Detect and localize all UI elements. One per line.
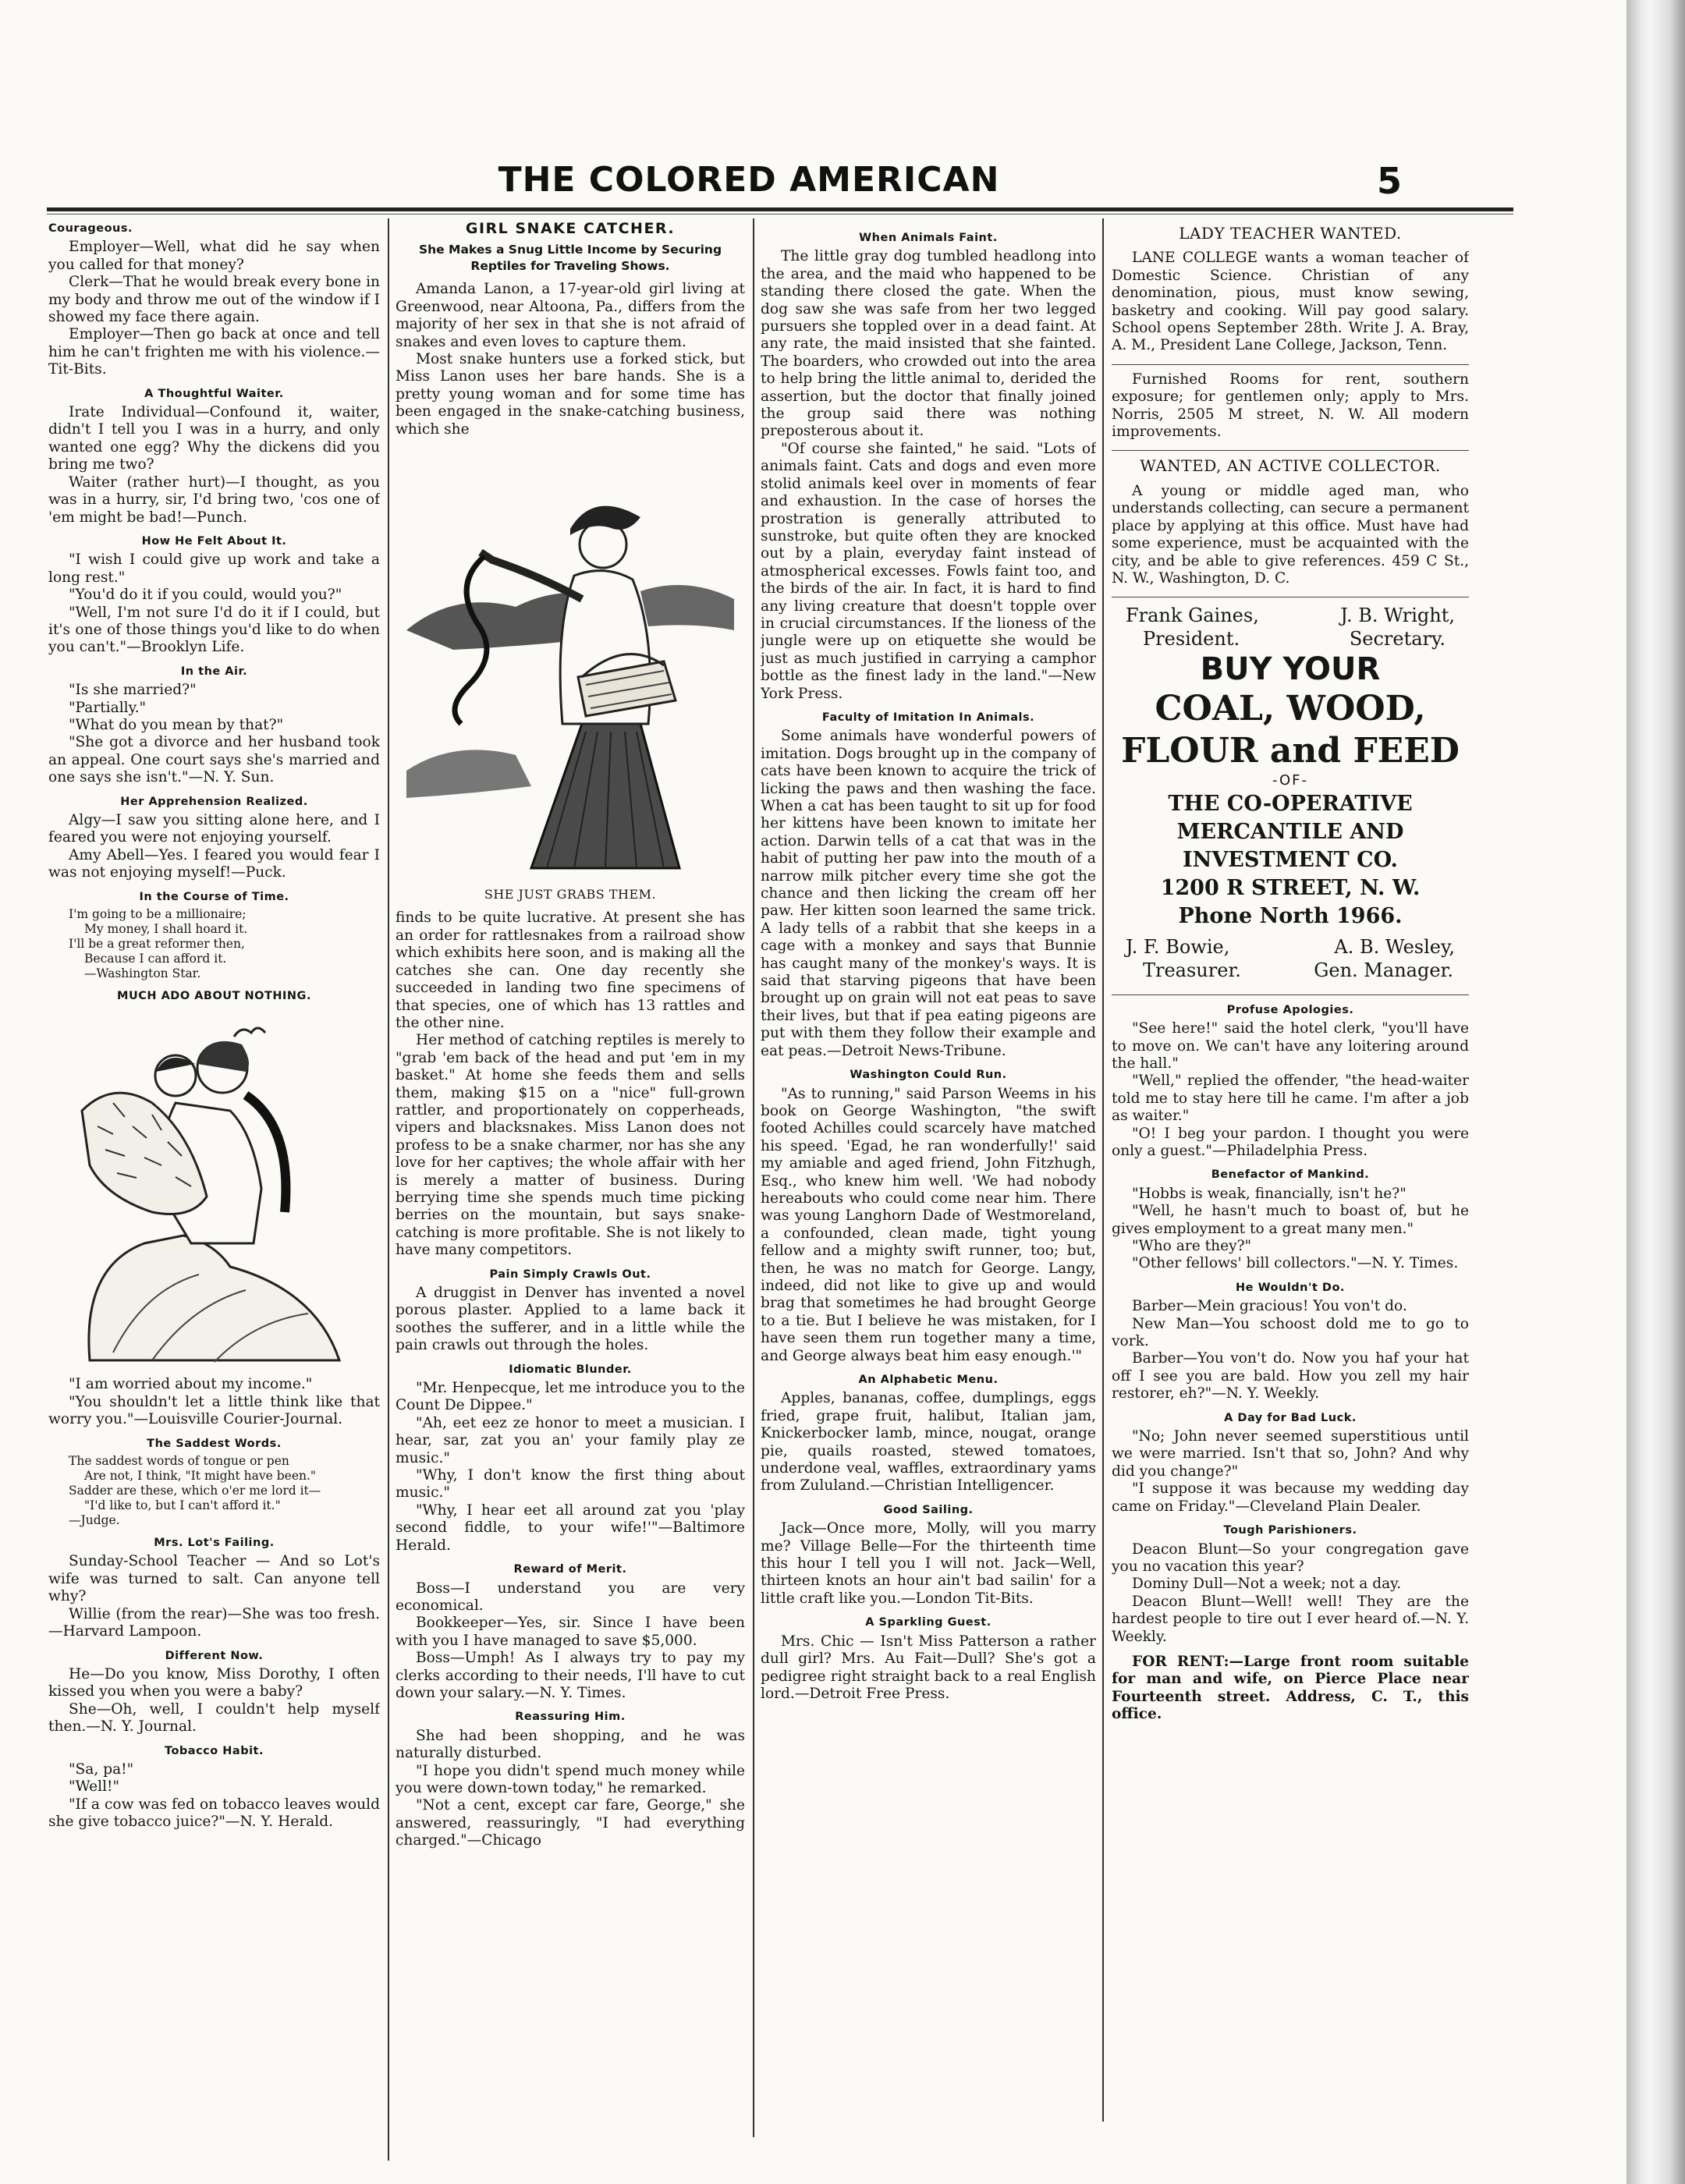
verse-line: Are not, I think, "It might have been." <box>84 1469 317 1484</box>
article-heading: How He Felt About It. <box>141 534 287 548</box>
column-rule-2 <box>753 218 754 2137</box>
paragraph: "Mr. Henpecque, let me introduce you to the Count De Dippee." <box>396 1380 745 1414</box>
column-3 <box>761 220 1096 2108</box>
coal-wood-advertisement <box>1112 604 1469 981</box>
paragraph: "Of course she fainted," he said. "Lots of animals faint. Cats and dogs and even more stolid animals keel over in moments of fear and exhaustion. In the case of horses the prostration is generally attributed to sunstroke, but quite often they are knocked out by a plain, everyday faint instead of atmospherical excesses. Fowls faint too, and the birds of the air. In fact, it is hard to find any living creature that doesn't topple over in crucial circumstances. If the lioness of the jungle were up on etiquette she would be just as much justified in carrying a camphor bottle as the finest lady in the land."—New York Press. <box>761 440 1096 702</box>
paragraph: "O! I beg your pardon. I thought you were only a guest."—Philadelphia Press. <box>1112 1125 1469 1159</box>
divider <box>1112 994 1469 995</box>
company-name: MERCANTILE AND <box>1176 819 1404 844</box>
article-heading: Idiomatic Blunder. <box>509 1363 632 1376</box>
article-heading: Her Apprehension Realized. <box>120 795 308 808</box>
article-heading: In the Air. <box>180 665 248 678</box>
paragraph: "Why, I hear eet all around zat you 'play second fiddle, to your wife!'"—Baltimore Herald. <box>396 1502 745 1554</box>
verse-line: The saddest words of tongue or pen <box>69 1454 289 1469</box>
paragraph: "Well!" <box>69 1778 120 1796</box>
officer-title: Gen. Manager. <box>1314 959 1453 981</box>
paragraph: "Well, I'm not sure I'd do it if I could, but it's one of those things you'd like to do when you can't."—Brooklyn Life. <box>48 604 380 656</box>
paragraph: Irate Individual—Confound it, waiter, didn't I tell you I was in a hurry, and only wanted one egg? Why the dickens did you bring me two? <box>48 404 380 473</box>
company-phone: Phone North 1966. <box>1178 903 1403 928</box>
article-heading: Washington Could Run. <box>850 1069 1007 1082</box>
article-heading: Profuse Apologies. <box>1226 1003 1354 1016</box>
article-heading: Reward of Merit. <box>513 1563 627 1576</box>
company-name: INVESTMENT CO. <box>1183 847 1398 872</box>
officer-name: J. B. Wright, <box>1340 604 1455 627</box>
paragraph: "Not a cent, except car fare, George," she answered, reassuringly, "I had everything charged."—Chicago <box>396 1797 745 1849</box>
paragraph: "If a cow was fed on tobacco leaves would she give tobacco juice?"—N. Y. Herald. <box>48 1796 380 1831</box>
paragraph: "Well," replied the offender, "the head-waiter told me to stay here till he came. I'm after a job as waiter." <box>1112 1072 1469 1125</box>
company-name: THE CO-OPERATIVE <box>1168 791 1413 816</box>
verse-line: Sadder are these, which o'er me lord it— <box>69 1484 321 1498</box>
paragraph: She—Oh, well, I couldn't help myself then.—N. Y. Journal. <box>48 1700 380 1736</box>
verse-line: —Judge. <box>69 1513 120 1528</box>
article-heading: He Wouldn't Do. <box>1236 1281 1345 1294</box>
paragraph: Deacon Blunt—Well! well! They are the hardest people to tire out I ever heard of.—N. Y. Weekly. <box>1112 1593 1469 1645</box>
article-heading: In the Course of Time. <box>139 890 289 903</box>
column-2 <box>396 220 745 2147</box>
paragraph: Barber—Mein gracious! You von't do. <box>1132 1298 1407 1315</box>
article-heading: Reassuring Him. <box>515 1711 626 1724</box>
paragraph: LANE COLLEGE wants a woman teacher of Domestic Science. Christian of any denomination, pious, must know sewing, basketry and cooking. Will pay good salary. School opens September 28th. Write J. A. Bray, A. M., President Lane College, Jackson, Tenn. <box>1112 250 1469 354</box>
paragraph: Willie (from the rear)—She was too fresh.—Harvard Lampoon. <box>48 1605 380 1640</box>
article-heading: The Saddest Words. <box>147 1437 282 1450</box>
page-number: 5 <box>1377 160 1403 202</box>
paragraph: "Well, he hasn't much to boast of, but he gives employment to a great many men." <box>1112 1203 1469 1237</box>
verse-line: I'll be a great reformer then, <box>69 937 245 952</box>
paragraph: "I suppose it was because my wedding day came on Friday."—Cleveland Plain Dealer. <box>1112 1480 1469 1515</box>
paragraph: Employer—Well, what did he say when you called for that money? <box>48 239 380 273</box>
paragraph: "Is she married?" <box>69 682 197 699</box>
ad-heading: WANTED, AN ACTIVE COLLECTOR. <box>1140 456 1441 476</box>
article-heading: Mrs. Lot's Failing. <box>154 1537 275 1550</box>
divider <box>1112 450 1469 451</box>
paragraph: "I wish I could give up work and take a long rest." <box>48 551 380 586</box>
article-heading: A Sparkling Guest. <box>865 1616 991 1629</box>
article-heading: When Animals Faint. <box>859 232 998 244</box>
article-subheading: She Makes a Snug Little Income by Securing Reptiles for Traveling Shows. <box>418 243 722 274</box>
article-heading: Different Now. <box>165 1649 264 1662</box>
paragraph: He—Do you know, Miss Dorothy, I often kissed you when you were a baby? <box>48 1665 380 1700</box>
paragraph: "You shouldn't let a little think like that worry you."—Louisville Courier-Journal. <box>48 1393 380 1428</box>
paragraph: "Sa, pa!" <box>69 1760 134 1778</box>
paragraph: "You'd do it if you could, would you?" <box>69 587 342 604</box>
verse-line: —Washington Star. <box>84 966 201 981</box>
column-1 <box>48 220 380 2170</box>
illustration-caption: SHE JUST GRABS THEM. <box>484 887 657 902</box>
ad-of: -OF- <box>1272 772 1308 789</box>
paragraph: She had been shopping, and he was naturally disturbed. <box>396 1727 745 1762</box>
article-heading: GIRL SNAKE CATCHER. <box>465 220 676 237</box>
article-heading: A Thoughtful Waiter. <box>144 387 284 400</box>
masthead-rule <box>47 207 1513 211</box>
article-heading: Tobacco Habit. <box>164 1744 264 1757</box>
paragraph: Amanda Lanon, a 17-year-old girl living at Greenwood, near Altoona, Pa., differs from the majority of her sex in that she is not afraid of snakes and even loves to capture them. <box>396 281 745 350</box>
article-heading: Pain Simply Crawls Out. <box>489 1268 651 1281</box>
company-address: 1200 R STREET, N. W. <box>1160 875 1421 900</box>
verse-line: I'm going to be a millionaire; <box>69 907 247 922</box>
article-heading: Good Sailing. <box>883 1503 974 1516</box>
column-rule-3 <box>1102 218 1104 2122</box>
paragraph: "I am worried about my income." <box>69 1376 313 1393</box>
column-rule-1 <box>388 218 389 2161</box>
article-heading: Benefactor of Mankind. <box>1211 1168 1370 1182</box>
paragraph: "Partially." <box>69 699 147 716</box>
officer-title: Treasurer. <box>1143 959 1241 981</box>
officer-title: President. <box>1143 628 1240 651</box>
paragraph: Employer—Then go back at once and tell him he can't frighten me with his violence.—Tit-Bits. <box>48 326 380 378</box>
paragraph: Boss—Umph! As I always try to pay my clerks according to their needs, I'll have to cut down your salary.—N. Y. Times. <box>396 1650 745 1701</box>
paragraph: "Ah, eet eez ze honor to meet a musician. I hear, sar, zat you an' your family play ze music." <box>396 1414 745 1466</box>
paragraph: "Other fellows' bill collectors."—N. Y. Times. <box>1132 1255 1459 1272</box>
ad-headline: BUY YOUR <box>1200 651 1381 688</box>
page-edge <box>1626 0 1685 2184</box>
officer-name: J. F. Bowie, <box>1126 935 1230 958</box>
paragraph: A young or middle aged man, who understands collecting, can secure a permanent place by applying at this office. Must have had some experience, must be acquainted with the city, and be able to give references. 459 C St., N. W., Washington, D. C. <box>1112 482 1469 587</box>
divider <box>1112 364 1469 365</box>
paragraph: "No; John never seemed superstitious until we were married. Isn't that so, John? And why did you change?" <box>1112 1428 1469 1480</box>
paragraph: Amy Abell—Yes. I feared you would fear I was not enjoying myself!—Puck. <box>48 846 380 881</box>
paragraph: "Why, I don't know the first thing about music." <box>396 1467 745 1502</box>
classified-ad: Furnished Rooms for rent, southern exposure; for gentlemen only; apply to Mrs. Norris, 2505 M street, N. W. All modern improvements. <box>1112 370 1469 441</box>
ad-headline: COAL, WOOD, <box>1155 689 1426 729</box>
paragraph: Apples, bananas, coffee, dumplings, eggs fried, grape fruit, halibut, Italian jam, Knickerbocker lamb, mince, nougat, orange pie, quails roasted, stewed tomatoes, underdone veal, waffles, extraordinary yams from Zululand.—Christian Intelligencer. <box>761 1390 1096 1494</box>
paragraph: The little gray dog tumbled headlong into the area, and the maid who happened to be standing there closed the gate. When the dog saw she was safe from her two legged pursuers she toppled over in a dead faint. At any rate, the maid insisted that she fainted. The boarders, who crowded out into the area to help bring the little animal to, derided the assertion, but the doctor that finally joined the group said there was nothing preposterous about it. <box>761 248 1096 440</box>
paragraph: Dominy Dull—Not a week; not a day. <box>1132 1576 1402 1593</box>
paragraph: "Hobbs is weak, financially, isn't he?" <box>1132 1185 1407 1202</box>
paragraph: A druggist in Denver has invented a novel porous plaster. Applied to a lame back it soothes the sufferer, and in a little while the pain crawls out through the holes. <box>396 1285 745 1354</box>
paragraph: Most snake hunters use a forked stick, but Miss Lanon uses her bare hands. She is a pretty young woman and for some time has been engaged in the snake-catching business, which she <box>396 351 745 438</box>
article-heading: Courageous. <box>48 222 133 235</box>
paragraph: Clerk—That he would break every bone in my body and throw me out of the window if I showed my face there again. <box>48 274 380 326</box>
article-heading: Tough Parishioners. <box>1223 1524 1357 1537</box>
paragraph: Boss—I understand you are very economical. <box>396 1580 745 1614</box>
officer-title: Secretary. <box>1349 628 1446 651</box>
couple-illustration <box>59 1009 371 1376</box>
paragraph: Barber—You von't do. Now you haf your hat off I see you are bald. How you zell my hair restorer, eh?"—N. Y. Weekly. <box>1112 1350 1469 1402</box>
ad-headline: FLOUR and FEED <box>1121 731 1460 771</box>
paragraph: finds to be quite lucrative. At present she has an order for rattlesnakes from a railroad show which exhibits here soon, and is making all the catches she can. One day recently she succeeded in landing two fine specimens of that species, one of which has 13 rattles and the other nine. <box>396 909 745 1031</box>
paragraph: "See here!" said the hotel clerk, "you'll have to move on. We can't have any loitering around the hall." <box>1112 1020 1469 1072</box>
officer-name: Frank Gaines, <box>1126 604 1259 627</box>
paragraph: "What do you mean by that?" <box>69 716 284 733</box>
column-4 <box>1112 220 1469 2108</box>
snake-catcher-illustration <box>406 443 734 880</box>
paragraph: Some animals have wonderful powers of imitation. Dogs brought up in the company of cats have been known to acquire the trick of licking the paws and then washing the face. When a cat has been taught to sit up for food her kittens have been known to imitate her action. Darwin tells of a cat that was in the habit of putting her paw into the mouth of a narrow milk pitcher every time she got the chance and then licking the cream off her paw. Her kitten soon learned the same trick. A lady tells of a rabbit that she keeps in a cage with a monkey and says that Bunnie has caught many of the monkey's ways. It is said that starving pigeons that have been brought up on grain will not eat peas to save their lives, but that if pea eating pigeons are put with them they follow their example and eat peas.—Detroit News-Tribune. <box>761 728 1096 1059</box>
paragraph: "As to running," said Parson Weems in his book on George Washington, "the swift footed Achilles could scarcely have matched his speed. 'Egad, he ran wonderfully!' said my amiable and aged friend, John Fitzhugh, Esq., who knew him well. 'We had nobody hereabouts who could come near him. There was young Langhorn Dade of Westmoreland, a confounded, clean made, tight young fellow and a mighty swift runner, too; but, then, he was no match for George. Langy, indeed, did not like to give up and would brag that sometimes he had brought George to a tie. But I believe he was mistaken, for I have seen them run together many a time, and George always beat him easy enough.'" <box>761 1085 1096 1364</box>
paragraph: "She got a divorce and her husband took an appeal. One court says she's married and one says she isn't."—N. Y. Sun. <box>48 734 380 786</box>
paragraph: Bookkeeper—Yes, sir. Since I have been with you I have managed to save $5,000. <box>396 1615 745 1649</box>
paragraph: "Who are they?" <box>1132 1238 1252 1254</box>
paragraph: Her method of catching reptiles is merely to "grab 'em back of the head and put 'em in my basket." At home she feeds them and sells them, making $15 on a "nice" full-grown rattler, and proportionately on copperheads, vipers and blacksnakes. Miss Lanon does not profess to be a snake charmer, nor has she any love for her captives; the whole affair with her is merely a matter of business. During berrying time she spends much time picking berries on the mountain, but says snake-catching is more profitable. She is not likely to have many competitors. <box>396 1032 745 1259</box>
article-heading: MUCH ADO ABOUT NOTHING. <box>117 990 311 1003</box>
paragraph: Waiter (rather hurt)—I thought, as you was in a hurry, sir, I'd bring two, 'cos one of 'em might be bad!—Punch. <box>48 473 380 526</box>
verse-line: My money, I shall hoard it. <box>84 922 248 937</box>
verse-line: Because I can afford it. <box>84 952 227 966</box>
paragraph: Jack—Once more, Molly, will you marry me? Village Belle—For the thirteenth time this hour I tell you I will not. Jack—Well, thirteen knots an hour ain't bad sailin' for a little craft like you.—London Tit-Bits. <box>761 1520 1096 1607</box>
verse-line: "I'd like to, but I can't afford it." <box>84 1498 281 1513</box>
paragraph: Algy—I saw you sitting alone here, and I feared you were not enjoying yourself. <box>48 812 380 846</box>
paragraph: Mrs. Chic — Isn't Miss Patterson a rather dull girl? Mrs. Au Fait—Dull? She's got a pedigree right straight back to a real English lord.—Detroit Free Press. <box>761 1633 1096 1702</box>
article-heading: A Day for Bad Luck. <box>1224 1411 1357 1424</box>
ad-heading: LADY TEACHER WANTED. <box>1179 224 1402 243</box>
classified-ad: FOR RENT:—Large front room suitable for man and wife, on Pierce Place near Fourteenth street. Address, C. T., this office. <box>1112 1653 1469 1723</box>
paragraph: "I hope you didn't spend much money while you were down-town today," he remarked. <box>396 1762 745 1796</box>
masthead-title: THE COLORED AMERICAN <box>498 160 1000 200</box>
paragraph: Deacon Blunt—So your congregation gave you no vacation this year? <box>1112 1540 1469 1575</box>
article-heading: An Alphabetic Menu. <box>858 1374 999 1386</box>
officer-name: A. B. Wesley, <box>1334 935 1455 958</box>
paragraph: Sunday-School Teacher — And so Lot's wife was turned to salt. Can anyone tell why? <box>48 1553 380 1605</box>
paragraph: New Man—You schoost dold me to go to vork. <box>1112 1315 1469 1350</box>
article-heading: Faculty of Imitation In Animals. <box>821 711 1035 724</box>
